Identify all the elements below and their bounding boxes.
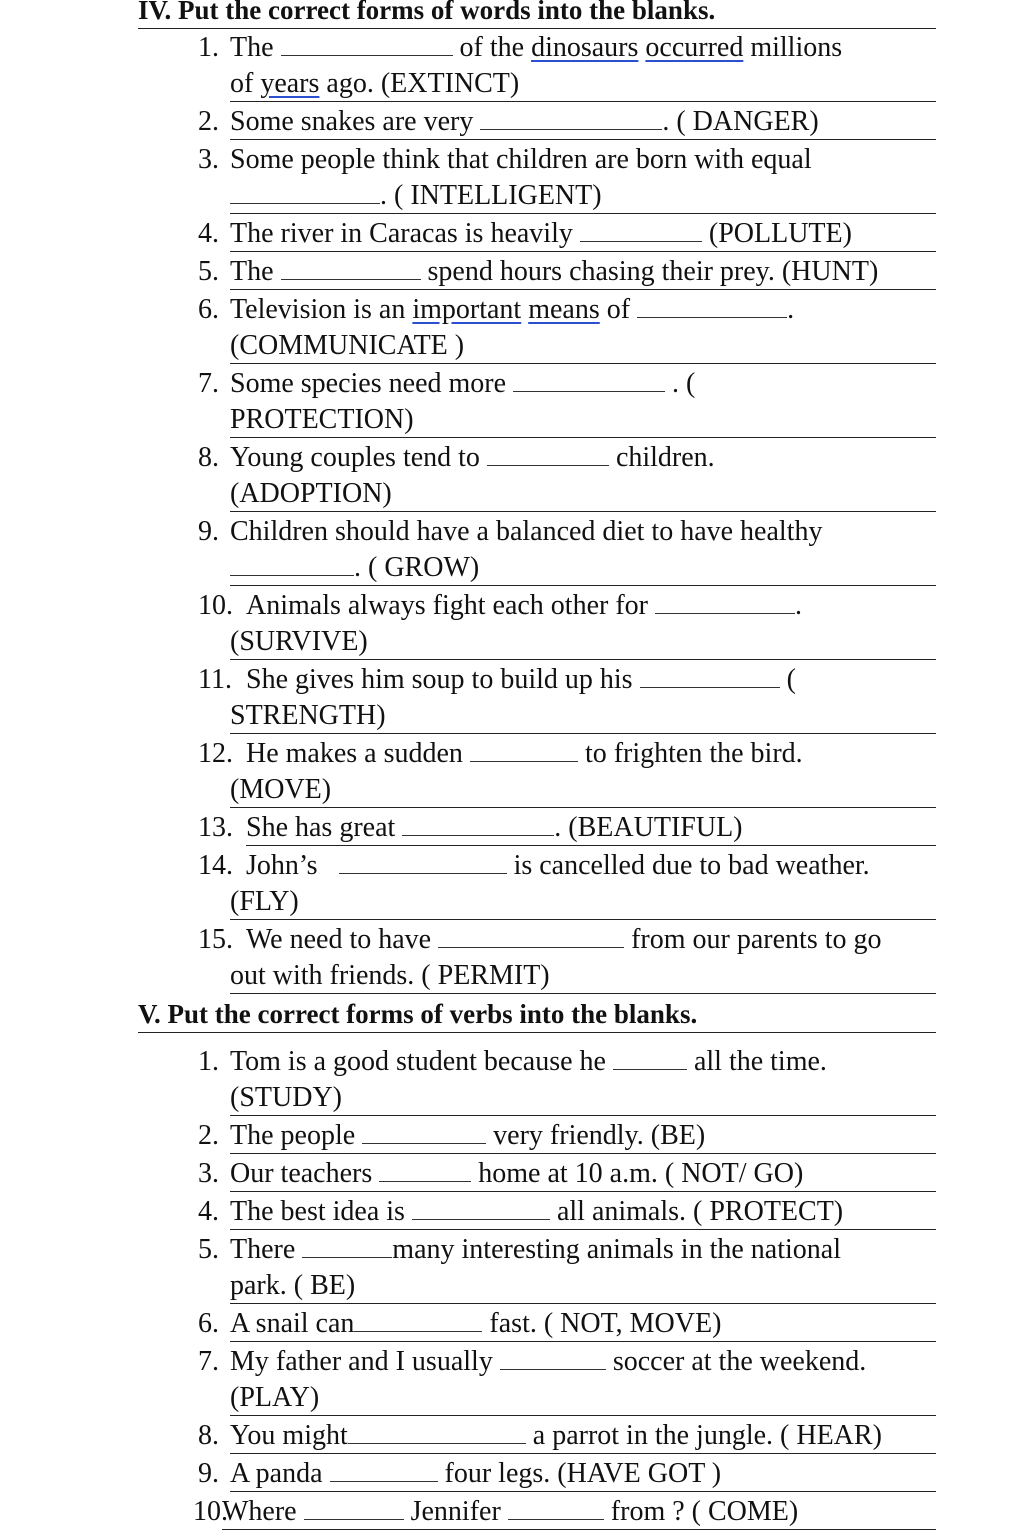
exercise-line: (SURVIVE) xyxy=(230,624,936,660)
exercise-line: Some people think that children are born with equal xyxy=(230,144,812,175)
exercise-line: John’s is cancelled due to bad weather. xyxy=(246,850,870,881)
answer-blank[interactable] xyxy=(304,1495,404,1520)
answer-blank[interactable] xyxy=(438,923,624,948)
answer-blank[interactable] xyxy=(348,1419,526,1444)
answer-blank[interactable] xyxy=(637,293,787,318)
item-number: 7. xyxy=(198,1346,219,1377)
answer-blank[interactable] xyxy=(362,1119,486,1144)
item-number: 11. xyxy=(198,664,232,695)
answer-blank[interactable] xyxy=(402,811,554,836)
item-number: 8. xyxy=(198,442,219,473)
exercise-line: A panda four legs. (HAVE GOT ) xyxy=(230,1456,936,1492)
exercise-line: (PLAY) xyxy=(230,1380,936,1416)
exercise-line: PROTECTION) xyxy=(230,402,936,438)
item-number: 2. xyxy=(198,106,219,137)
exercise-line: There many interesting animals in the national xyxy=(230,1234,841,1265)
exercise-line: The best idea is all animals. ( PROTECT) xyxy=(230,1194,936,1230)
answer-blank[interactable] xyxy=(580,217,702,242)
answer-blank[interactable] xyxy=(487,441,609,466)
exercise-line: A snail can fast. ( NOT, MOVE) xyxy=(230,1306,936,1342)
item-number: 1. xyxy=(198,32,219,63)
answer-blank[interactable] xyxy=(655,589,795,614)
answer-blank[interactable] xyxy=(330,1457,438,1482)
exercise-line: . ( GROW) xyxy=(230,550,936,586)
exercise-line: STRENGTH) xyxy=(230,698,936,734)
item-number: 3. xyxy=(198,144,219,175)
exercise-line: park. ( BE) xyxy=(230,1268,936,1304)
item-number: 14. xyxy=(198,850,233,881)
answer-blank[interactable] xyxy=(281,31,453,56)
item-number: 13. xyxy=(198,812,233,843)
exercise-line: The of the dinosaurs occurred millions xyxy=(230,32,843,63)
answer-blank[interactable] xyxy=(470,737,578,762)
exercise-line: (STUDY) xyxy=(230,1080,936,1116)
item-number: 7. xyxy=(198,368,219,399)
exercise-line: My father and I usually soccer at the weekend. xyxy=(230,1346,867,1377)
answer-blank[interactable] xyxy=(412,1195,550,1220)
answer-blank[interactable] xyxy=(354,1307,482,1332)
exercise-line: (ADOPTION) xyxy=(230,476,936,512)
answer-blank[interactable] xyxy=(379,1157,471,1182)
item-number: 5. xyxy=(198,1234,219,1265)
item-number: 9. xyxy=(198,1458,219,1489)
item-number: 2. xyxy=(198,1120,219,1151)
answer-blank[interactable] xyxy=(230,551,354,576)
exercise-line: Where Jennifer from ? ( COME) xyxy=(222,1494,936,1530)
item-number: 6. xyxy=(198,1308,219,1339)
item-number: 9. xyxy=(198,516,219,547)
exercise-line: of years ago. (EXTINCT) xyxy=(230,66,936,102)
exercise-line: The spend hours chasing their prey. (HUNT) xyxy=(230,254,936,290)
item-number: 8. xyxy=(198,1420,219,1451)
answer-blank[interactable] xyxy=(613,1045,687,1070)
answer-blank[interactable] xyxy=(281,255,421,280)
item-number: 3. xyxy=(198,1158,219,1189)
item-number: 5. xyxy=(198,256,219,287)
exercise-line: (COMMUNICATE ) xyxy=(230,328,936,364)
item-number: 4. xyxy=(198,1196,219,1227)
answer-blank[interactable] xyxy=(230,179,380,204)
exercise-line: Our teachers home at 10 a.m. ( NOT/ GO) xyxy=(230,1156,936,1192)
exercise-line: (MOVE) xyxy=(230,772,936,808)
exercise-line: Tom is a good student because he all the time. xyxy=(230,1046,827,1077)
exercise-line: . ( INTELLIGENT) xyxy=(230,178,936,214)
exercise-line: Television is an important means of . xyxy=(230,294,795,325)
exercise-line: The river in Caracas is heavily (POLLUTE) xyxy=(230,216,936,252)
exercise-line: She has great . (BEAUTIFUL) xyxy=(246,810,936,846)
exercise-line: Children should have a balanced diet to have healthy xyxy=(230,516,823,547)
section-5-title: V. Put the correct forms of verbs into the blanks. xyxy=(138,996,936,1033)
item-number: 6. xyxy=(198,294,219,325)
answer-blank[interactable] xyxy=(480,105,662,130)
exercise-line: You might a parrot in the jungle. ( HEAR) xyxy=(230,1418,936,1454)
exercise-line: out with friends. ( PERMIT) xyxy=(230,958,936,994)
item-number: 10. xyxy=(198,590,233,621)
item-number: 1. xyxy=(198,1046,219,1077)
exercise-line: She gives him soup to build up his ( xyxy=(246,664,796,695)
exercise-line: Some species need more . ( xyxy=(230,368,696,399)
item-number: 4. xyxy=(198,218,219,249)
exercise-line: Animals always fight each other for . xyxy=(246,590,802,621)
item-number: 10. xyxy=(193,1496,228,1527)
exercise-line: Some snakes are very . ( DANGER) xyxy=(230,104,936,140)
exercise-line: The people very friendly. (BE) xyxy=(230,1118,936,1154)
answer-blank[interactable] xyxy=(302,1233,392,1258)
answer-blank[interactable] xyxy=(513,367,665,392)
exercise-line: He makes a sudden to frighten the bird. xyxy=(246,738,803,769)
section-4-title: IV. Put the correct forms of words into the blanks. xyxy=(138,0,936,29)
item-number: 15. xyxy=(198,924,233,955)
answer-blank[interactable] xyxy=(508,1495,604,1520)
exercise-line: (FLY) xyxy=(230,884,936,920)
answer-blank[interactable] xyxy=(500,1345,606,1370)
exercise-line: Young couples tend to children. xyxy=(230,442,715,473)
answer-blank[interactable] xyxy=(640,663,780,688)
answer-blank[interactable] xyxy=(339,849,507,874)
item-number: 12. xyxy=(198,738,233,769)
exercise-line: We need to have from our parents to go xyxy=(246,924,882,955)
